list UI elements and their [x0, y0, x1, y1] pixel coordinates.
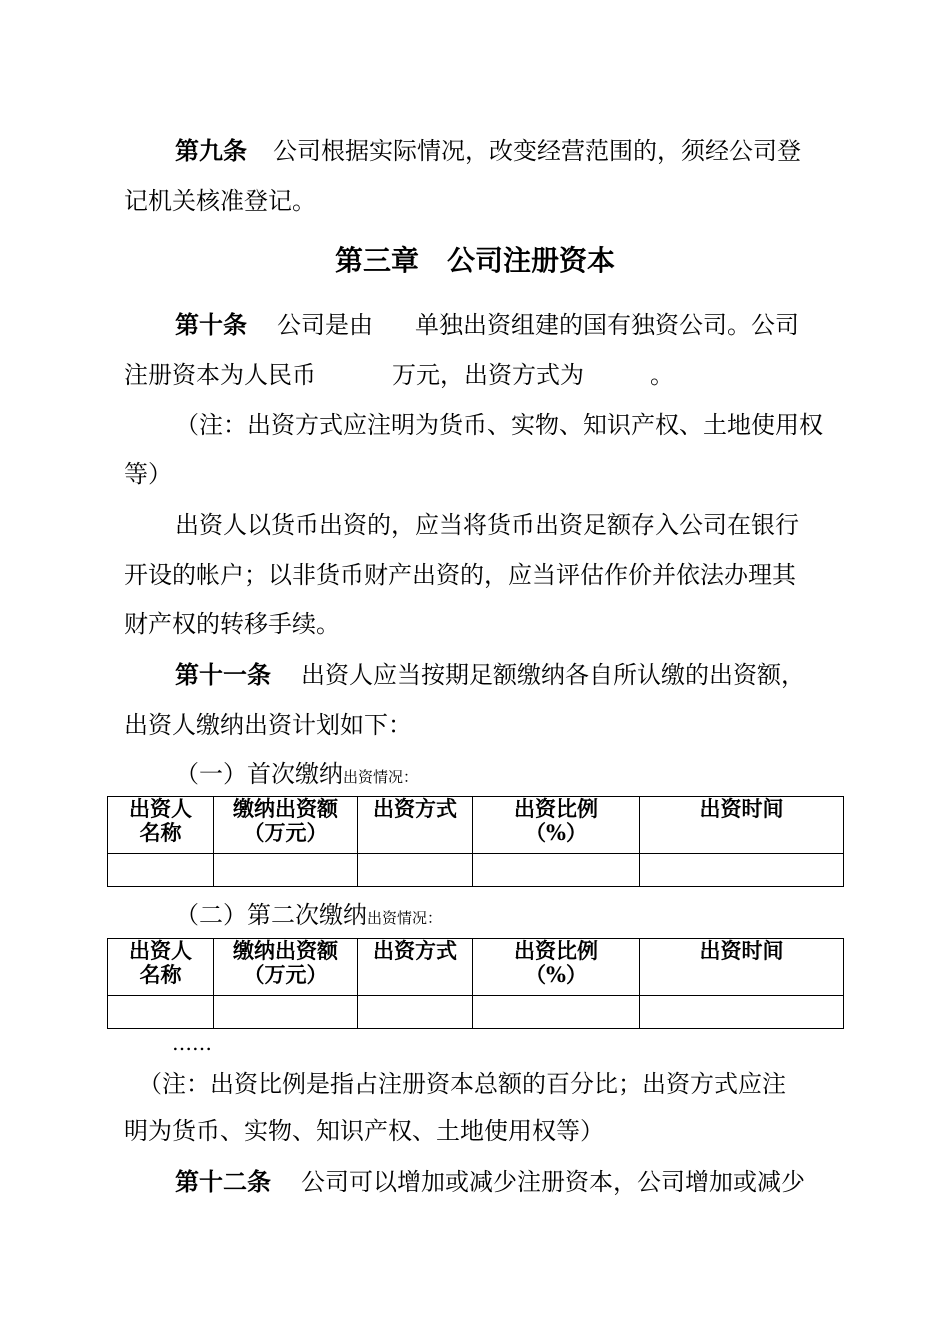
payment-2-table: [107, 938, 844, 1029]
table-cell[interactable]: [108, 996, 214, 1029]
article-12-label: 第十二条: [175, 1167, 271, 1196]
header-time: [640, 939, 844, 996]
article-10-para: 出资人以货币出资的，应当将货币出资足额存入公司在银行: [175, 511, 799, 539]
article-10-period: 。: [650, 361, 674, 389]
table-header-row: [108, 797, 844, 854]
table-cell[interactable]: [214, 996, 358, 1029]
payment-2-caption-main: （二）第二次缴纳: [175, 901, 367, 929]
table-cell[interactable]: [473, 854, 640, 887]
header-text: （%）: [525, 820, 587, 845]
header-text: 出资方式: [373, 796, 457, 821]
article-10-note-line-1: [0, 405, 950, 445]
article-10-para-cont-2: 财产权的转移手续。: [124, 610, 340, 638]
payment-1-caption-main: （一）首次缴纳: [175, 760, 343, 788]
article-10-text-a: 公司是由: [277, 311, 373, 339]
header-text: 出资人: [129, 796, 192, 821]
header-investor-name: [108, 939, 214, 996]
header-text: （万元）: [243, 962, 328, 987]
article-9-text: 公司根据实际情况，改变经营范围的，须经公司登: [273, 137, 801, 165]
article-11-line-1: [0, 655, 950, 695]
payment-1-caption: [0, 754, 950, 794]
article-11-text-cont: 出资人缴纳出资计划如下：: [124, 711, 412, 739]
header-text: 出资比例: [514, 796, 598, 821]
payment-1-table: [107, 796, 844, 887]
article-10-note: （注：出资方式应注明为货币、实物、知识产权、土地使用权: [175, 411, 823, 439]
article-11-label: 第十一条: [175, 660, 271, 689]
article-9-text-cont: 记机关核准登记。: [124, 187, 316, 215]
article-10-line-1: [0, 305, 950, 345]
chapter-title: 第三章 公司注册资本: [334, 244, 615, 277]
article-11-text: 出资人应当按期足额缴纳各自所认缴的出资额，: [301, 661, 805, 689]
table-row: [108, 854, 844, 887]
table-header-row: [108, 939, 844, 996]
article-10-note-cont: 等）: [124, 460, 172, 488]
table-cell[interactable]: [473, 996, 640, 1029]
header-text: 名称: [139, 962, 182, 987]
article-12-text: 公司可以增加或减少注册资本，公司增加或减少: [301, 1168, 805, 1196]
article-11-line-2: [0, 705, 950, 745]
header-text: 缴纳出资额: [233, 796, 338, 821]
table-cell[interactable]: [640, 996, 844, 1029]
header-text: （%）: [525, 962, 587, 987]
header-text: 出资时间: [699, 938, 784, 963]
article-10-label: 第十条: [175, 310, 247, 339]
note-2-line-1: [0, 1064, 950, 1104]
article-9-line-2: [0, 181, 950, 221]
header-text: 出资比例: [514, 938, 598, 963]
header-investor-name: [108, 797, 214, 854]
table-row: [108, 996, 844, 1029]
header-text: （万元）: [243, 820, 328, 845]
article-9-line-1: [0, 131, 950, 171]
article-10-line-2: [0, 355, 950, 395]
header-amount: [214, 797, 358, 854]
table-cell[interactable]: [358, 996, 473, 1029]
ellipsis: ……: [172, 1031, 212, 1055]
header-method: [358, 797, 473, 854]
table-cell[interactable]: [640, 854, 844, 887]
table-cell[interactable]: [358, 854, 473, 887]
header-ratio: [473, 797, 640, 854]
header-text: 出资方式: [373, 938, 457, 963]
table-cell[interactable]: [108, 854, 214, 887]
payment-2-caption-small: 出资情况：: [367, 909, 443, 927]
header-method: [358, 939, 473, 996]
article-10-para-line-2: [0, 555, 950, 595]
article-10-para-line-1: [0, 505, 950, 545]
header-text: 缴纳出资额: [233, 938, 338, 963]
article-10-text-b: 单独出资组建的国有独资公司。公司: [415, 311, 799, 339]
article-10-method-text: 万元，出资方式为: [392, 361, 584, 389]
article-10-para-cont-1: 开设的帐户；以非货币财产出资的，应当评估作价并依法办理其: [124, 561, 796, 589]
article-12-line-1: [0, 1162, 950, 1202]
article-10-capital-text: 注册资本为人民币: [124, 361, 316, 389]
article-10-para-line-3: [0, 604, 950, 644]
note-2-text-cont: 明为货币、实物、知识产权、土地使用权等）: [124, 1117, 604, 1145]
header-amount: [214, 939, 358, 996]
header-ratio: [473, 939, 640, 996]
header-text: 出资人: [129, 938, 192, 963]
article-9-label: 第九条: [175, 136, 247, 165]
header-text: 出资时间: [699, 796, 784, 821]
header-time: [640, 797, 844, 854]
ellipsis-line: [0, 1028, 950, 1058]
note-2-text: （注：出资比例是指占注册资本总额的百分比；出资方式应注: [138, 1070, 786, 1098]
table-cell[interactable]: [214, 854, 358, 887]
header-text: 名称: [139, 820, 182, 845]
payment-1-caption-small: 出资情况：: [343, 768, 419, 786]
article-10-note-line-2: [0, 454, 950, 494]
note-2-line-2: [0, 1111, 950, 1151]
payment-2-caption: [0, 895, 950, 935]
